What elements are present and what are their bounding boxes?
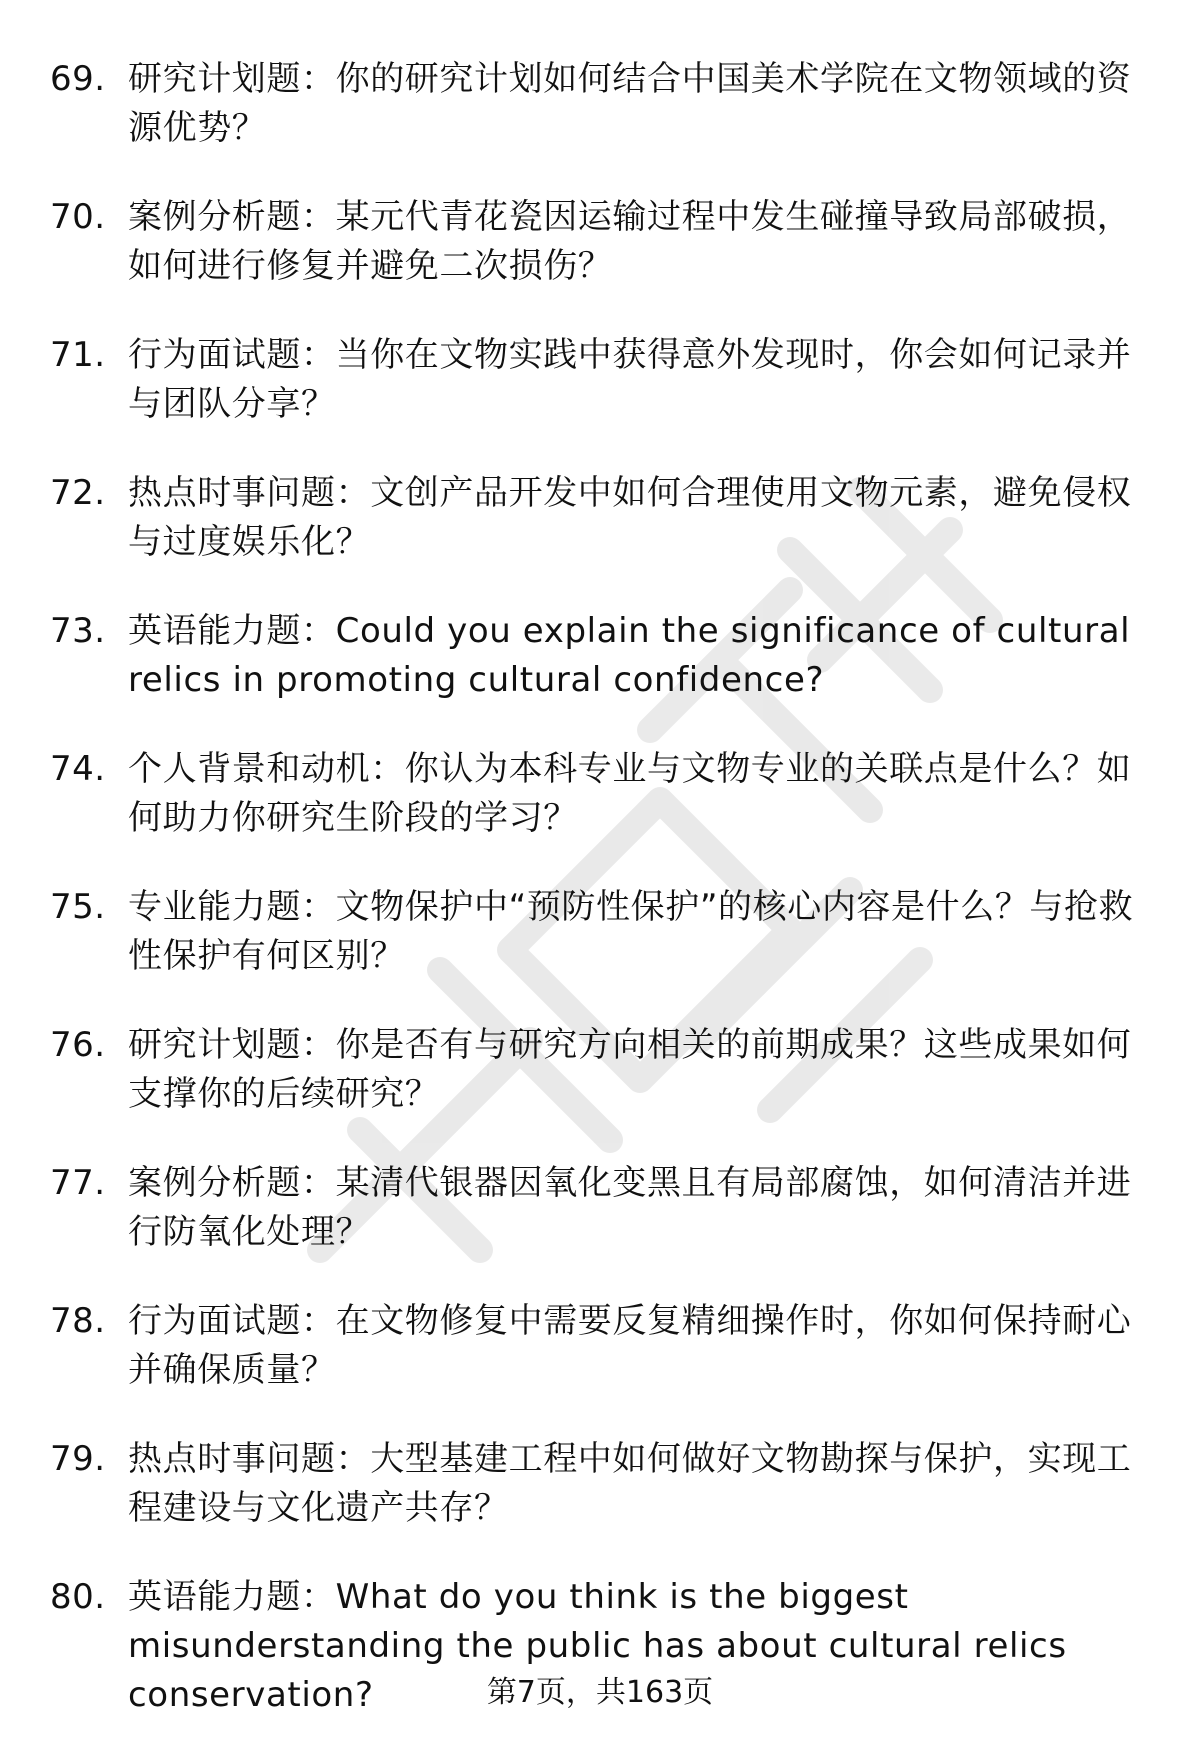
question-text: 案例分析题：某清代银器因氧化变黑且有局部腐蚀，如何清洁并进行防氧化处理？ bbox=[128, 1163, 1132, 1252]
question-number: 70. bbox=[50, 197, 106, 237]
question-text: 英语能力题：Could you explain the significance of cultural relics in promoting cultural confidence? bbox=[128, 611, 1131, 700]
question-number: 74. bbox=[50, 749, 106, 789]
question-number: 78. bbox=[50, 1301, 106, 1341]
question-text: 个人背景和动机：你认为本科专业与文物专业的关联点是什么？如何助力你研究生阶段的学习？ bbox=[128, 749, 1132, 838]
question-text: 行为面试题：在文物修复中需要反复精细操作时，你如何保持耐心并确保质量？ bbox=[128, 1301, 1132, 1390]
question-number: 76. bbox=[50, 1025, 106, 1065]
question-text: 专业能力题：文物保护中“预防性保护”的核心内容是什么？与抢救性保护有何区别？ bbox=[128, 887, 1134, 976]
question-text: 案例分析题：某元代青花瓷因运输过程中发生碰撞导致局部破损，如何进行修复并避免二次损伤？ bbox=[128, 197, 1132, 286]
question-number: 75. bbox=[50, 887, 106, 927]
question-text: 英语能力题：What do you think is the biggest misunderstanding the public has about cultural relics conservation? bbox=[128, 1577, 1067, 1715]
question-number: 80. bbox=[50, 1577, 106, 1617]
page-footer: 第7页，共163页 bbox=[486, 1675, 714, 1710]
question-item bbox=[50, 1021, 1140, 1119]
question-text: 研究计划题：你是否有与研究方向相关的前期成果？这些成果如何支撑你的后续研究？ bbox=[128, 1025, 1132, 1114]
question-item bbox=[50, 193, 1140, 291]
question-number: 71. bbox=[50, 335, 106, 375]
question-item bbox=[50, 331, 1140, 429]
question-item bbox=[50, 1435, 1140, 1533]
question-text: 行为面试题：当你在文物实践中获得意外发现时，你会如何记录并与团队分享？ bbox=[128, 335, 1132, 424]
question-item bbox=[50, 745, 1140, 843]
question-item bbox=[50, 607, 1140, 705]
question-item bbox=[50, 1159, 1140, 1257]
question-number: 79. bbox=[50, 1439, 106, 1479]
question-number: 72. bbox=[50, 473, 106, 513]
question-number: 77. bbox=[50, 1163, 106, 1203]
question-item bbox=[50, 883, 1140, 981]
question-item bbox=[50, 1297, 1140, 1395]
question-number: 73. bbox=[50, 611, 106, 651]
question-list bbox=[50, 55, 1140, 1760]
question-item bbox=[50, 469, 1140, 567]
question-text: 研究计划题：你的研究计划如何结合中国美术学院在文物领域的资源优势？ bbox=[128, 59, 1132, 148]
question-number: 69. bbox=[50, 59, 106, 99]
question-text: 热点时事问题：文创产品开发中如何合理使用文物元素，避免侵权与过度娱乐化？ bbox=[128, 473, 1132, 562]
question-text: 热点时事问题：大型基建工程中如何做好文物勘探与保护，实现工程建设与文化遗产共存？ bbox=[128, 1439, 1132, 1528]
question-item bbox=[50, 55, 1140, 153]
